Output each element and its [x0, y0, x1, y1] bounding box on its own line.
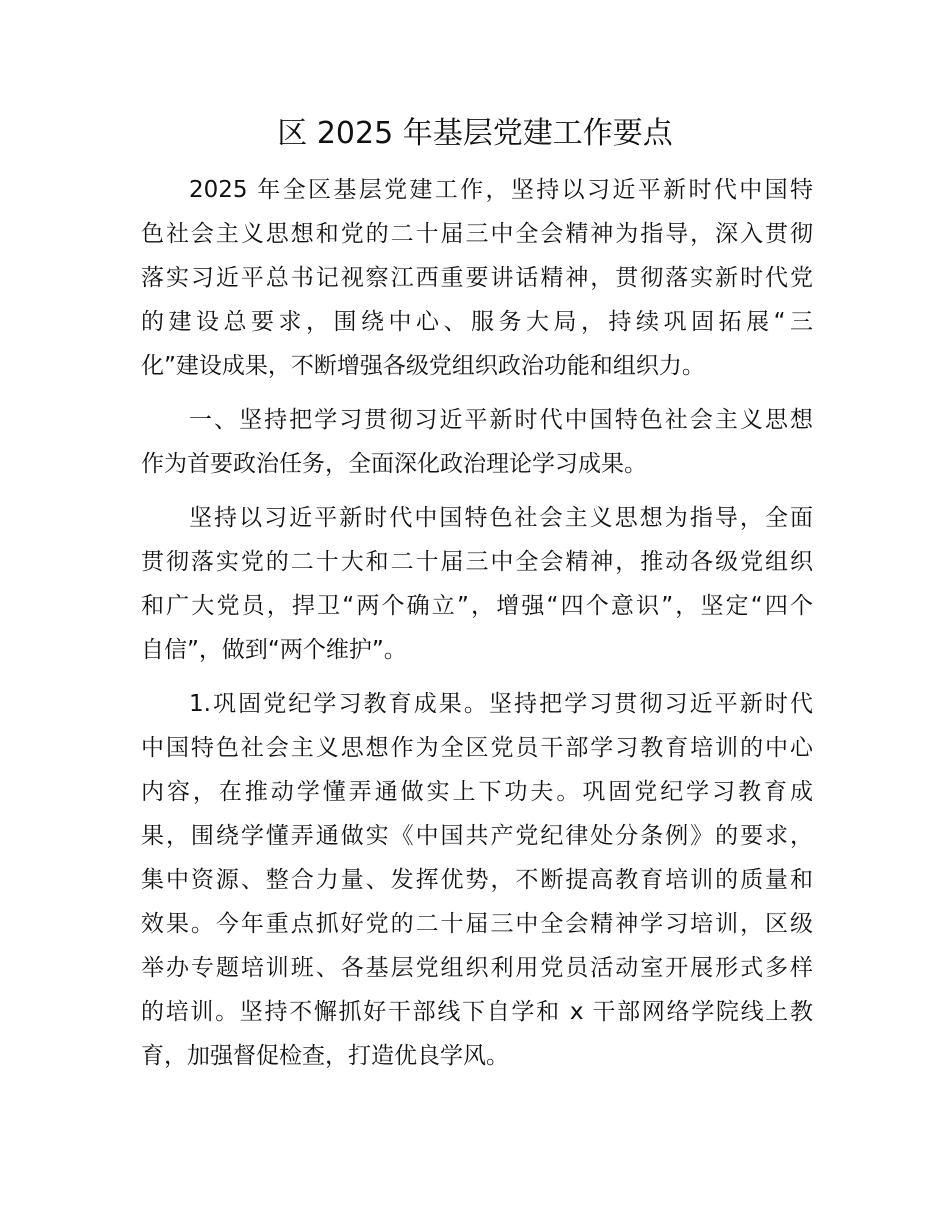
section-heading-1: [141, 398, 813, 486]
paragraph-line: 的建设总要求，围绕中心、服务大局，持续巩固拓展“三: [141, 309, 813, 335]
paragraph-intro: [141, 168, 813, 388]
paragraph-line: 2025 年全区基层党建工作，坚持以习近平新时代中国特: [189, 177, 813, 203]
document-body: [141, 168, 813, 1088]
paragraph-line: 内容，在推动学懂弄通做实上下功夫。巩固党纪学习教育成: [141, 779, 813, 805]
paragraph-line: 举办专题培训班、各基层党组织利用党员活动室开展形式多样: [141, 955, 813, 981]
paragraph-line: 果，围绕学懂弄通做实《中国共产党纪律处分条例》的要求，: [141, 823, 813, 849]
document-title: 区 2025 年基层党建工作要点: [277, 116, 673, 151]
paragraph-line: 化”建设成果，不断增强各级党组织政治功能和组织力。: [141, 353, 705, 379]
paragraph-line: 自信”，做到“两个维护”。: [141, 637, 407, 663]
paragraph-line: 效果。今年重点抓好党的二十届三中全会精神学习培训，区级: [141, 911, 813, 937]
paragraph-line: 和广大党员，捍卫“两个确立”，增强“四个意识”，坚定“四个: [141, 593, 813, 619]
paragraph-line: 色社会主义思想和党的二十届三中全会精神为指导，深入贯彻: [141, 221, 813, 247]
paragraph-line: 集中资源、整合力量、发挥优势，不断提高教育培训的质量和: [141, 867, 813, 893]
paragraph-line: 育，加强督促检查，打造优良学风。: [141, 1043, 509, 1069]
paragraph-line: 落实习近平总书记视察江西重要讲话精神，贯彻落实新时代党: [141, 265, 813, 291]
paragraph-line: 作为首要政治任务，全面深化政治理论学习成果。: [141, 451, 647, 477]
paragraph-guidance: [141, 496, 813, 672]
paragraph-line: 1.巩固党纪学习教育成果。坚持把学习贯彻习近平新时代: [189, 691, 813, 717]
paragraph-line: 坚持以习近平新时代中国特色社会主义思想为指导，全面: [189, 505, 813, 531]
paragraph-line: 一、坚持把学习贯彻习近平新时代中国特色社会主义思想: [189, 407, 813, 433]
paragraph-line: 的培训。坚持不懈抓好干部线下自学和 x 干部网络学院线上教: [141, 999, 813, 1025]
paragraph-line: 中国特色社会主义思想作为全区党员干部学习教育培训的中心: [141, 735, 813, 761]
paragraph-item-1: [141, 682, 813, 1078]
paragraph-line: 贯彻落实党的二十大和二十届三中全会精神，推动各级党组织: [141, 549, 813, 575]
